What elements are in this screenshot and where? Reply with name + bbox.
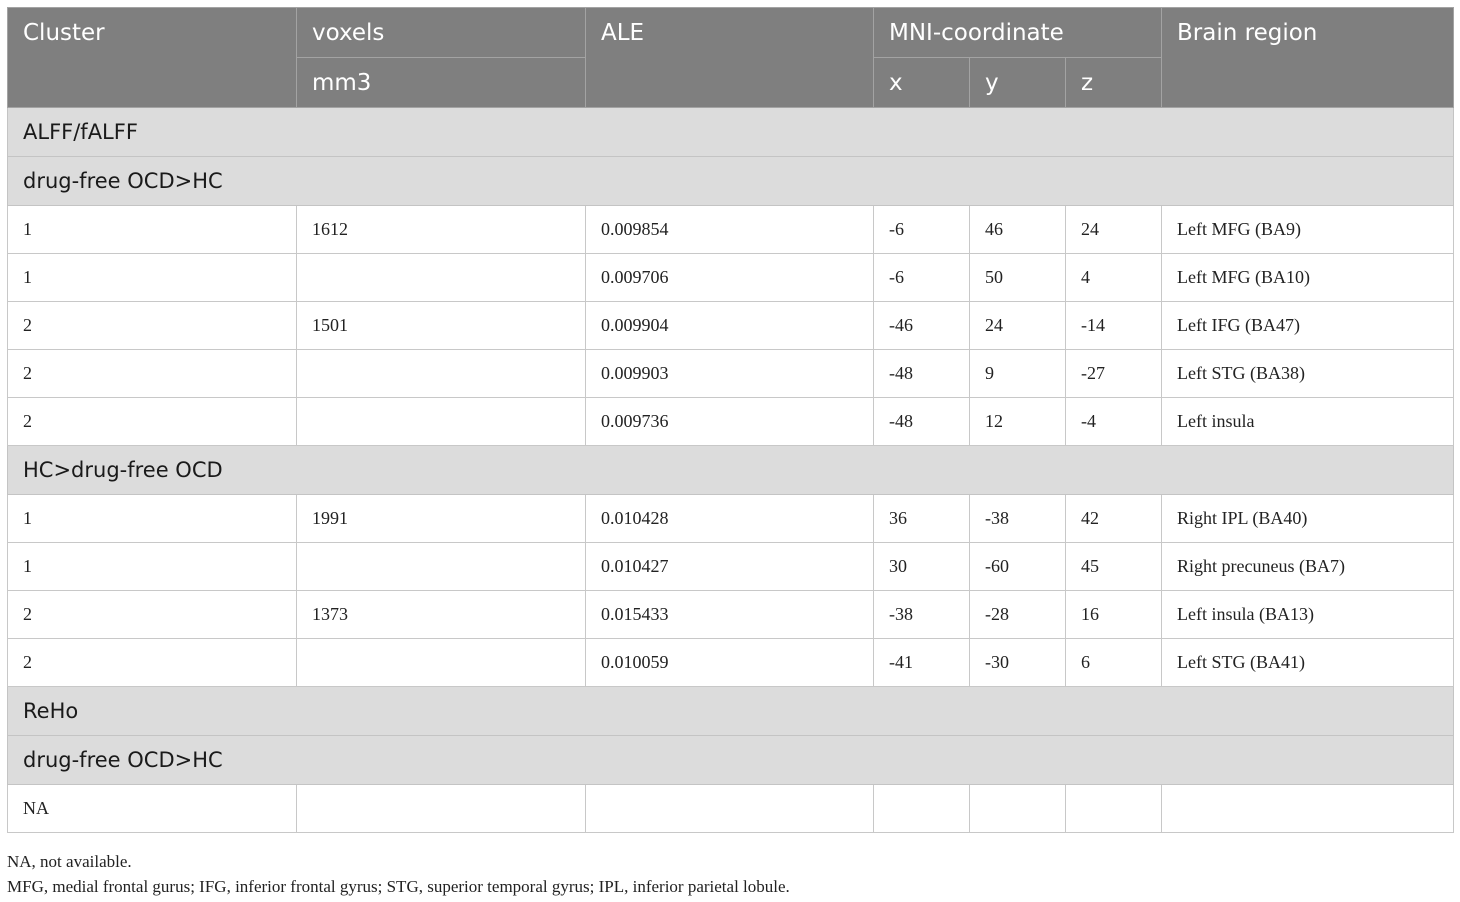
cell-z: -14 — [1066, 302, 1162, 350]
cell-region: Left insula (BA13) — [1162, 591, 1454, 639]
cell-region: Left STG (BA38) — [1162, 350, 1454, 398]
table-row — [8, 350, 1454, 398]
cell-ale: 0.009854 — [586, 206, 874, 254]
subsection-label: HC>drug-free OCD — [8, 446, 1454, 495]
cell-x: -6 — [874, 254, 970, 302]
cell-voxels — [297, 543, 586, 591]
header-ale: ALE — [586, 8, 874, 108]
cell-cluster: 1 — [8, 495, 297, 543]
cell-region: Left MFG (BA9) — [1162, 206, 1454, 254]
table-row — [8, 495, 1454, 543]
header-mni: MNI-coordinate — [874, 8, 1162, 58]
cell-ale: 0.009736 — [586, 398, 874, 446]
header-voxels: voxels — [297, 8, 586, 58]
cell-y: 50 — [970, 254, 1066, 302]
cell-x — [874, 785, 970, 833]
cell-y: 9 — [970, 350, 1066, 398]
footnote-abbreviations: MFG, medial frontal gurus; IFG, inferior frontal gyrus; STG, superior temporal gyrus; IPL, inferior parietal lobule. — [7, 877, 790, 896]
cell-cluster: 1 — [8, 254, 297, 302]
cell-cluster: 1 — [8, 206, 297, 254]
table-footnotes — [7, 849, 790, 899]
table-row — [8, 206, 1454, 254]
cell-y: -30 — [970, 639, 1066, 687]
cell-region: Left insula — [1162, 398, 1454, 446]
cell-y: -28 — [970, 591, 1066, 639]
table-header — [8, 8, 1454, 108]
section-label: ReHo — [8, 687, 1454, 736]
cell-z: -27 — [1066, 350, 1162, 398]
cell-voxels: 1373 — [297, 591, 586, 639]
cell-voxels: 1612 — [297, 206, 586, 254]
cell-cluster: 2 — [8, 591, 297, 639]
cell-ale: 0.010059 — [586, 639, 874, 687]
section-label: ALFF/fALFF — [8, 108, 1454, 157]
table-body-group-a — [8, 206, 1454, 446]
subsection-label: drug-free OCD>HC — [8, 157, 1454, 206]
cell-z: 45 — [1066, 543, 1162, 591]
cell-z — [1066, 785, 1162, 833]
cell-voxels — [297, 254, 586, 302]
table-body-section-c — [8, 687, 1454, 785]
table-row — [8, 254, 1454, 302]
cell-x: -48 — [874, 398, 970, 446]
header-region: Brain region — [1162, 8, 1454, 108]
cell-ale: 0.009706 — [586, 254, 874, 302]
cell-z: -4 — [1066, 398, 1162, 446]
header-x: x — [874, 58, 970, 108]
table-row — [8, 785, 1454, 833]
cell-voxels: 1501 — [297, 302, 586, 350]
cell-x: -46 — [874, 302, 970, 350]
subsection-label: drug-free OCD>HC — [8, 736, 1454, 785]
table-body-group-c — [8, 785, 1454, 833]
cell-cluster: NA — [8, 785, 297, 833]
results-table — [7, 7, 1454, 833]
cell-cluster: 2 — [8, 639, 297, 687]
cell-cluster: 2 — [8, 302, 297, 350]
cell-voxels — [297, 785, 586, 833]
header-voxels-unit: mm3 — [297, 58, 586, 108]
footnote-na: NA, not available. — [7, 852, 132, 871]
cell-region: Right IPL (BA40) — [1162, 495, 1454, 543]
cell-y: 46 — [970, 206, 1066, 254]
cell-y: 24 — [970, 302, 1066, 350]
cell-ale: 0.009903 — [586, 350, 874, 398]
cell-ale — [586, 785, 874, 833]
cell-ale: 0.010427 — [586, 543, 874, 591]
cell-y: -38 — [970, 495, 1066, 543]
cell-z: 16 — [1066, 591, 1162, 639]
cell-z: 6 — [1066, 639, 1162, 687]
table-row — [8, 591, 1454, 639]
cell-x: 30 — [874, 543, 970, 591]
cell-voxels — [297, 350, 586, 398]
cell-x: -48 — [874, 350, 970, 398]
cell-voxels: 1991 — [297, 495, 586, 543]
cell-region: Right precuneus (BA7) — [1162, 543, 1454, 591]
cell-y: -60 — [970, 543, 1066, 591]
cell-x: -38 — [874, 591, 970, 639]
cell-x: -41 — [874, 639, 970, 687]
table-row — [8, 398, 1454, 446]
table-body-section-b — [8, 446, 1454, 495]
cell-region — [1162, 785, 1454, 833]
cell-x: 36 — [874, 495, 970, 543]
cell-ale: 0.010428 — [586, 495, 874, 543]
cell-voxels — [297, 639, 586, 687]
cell-z: 4 — [1066, 254, 1162, 302]
table-body-group-b — [8, 495, 1454, 687]
cell-x: -6 — [874, 206, 970, 254]
cell-voxels — [297, 398, 586, 446]
cell-z: 42 — [1066, 495, 1162, 543]
cell-cluster: 1 — [8, 543, 297, 591]
header-z: z — [1066, 58, 1162, 108]
cell-y: 12 — [970, 398, 1066, 446]
table-row — [8, 639, 1454, 687]
cell-cluster: 2 — [8, 398, 297, 446]
cell-y — [970, 785, 1066, 833]
cell-z: 24 — [1066, 206, 1162, 254]
cell-ale: 0.009904 — [586, 302, 874, 350]
cell-region: Left MFG (BA10) — [1162, 254, 1454, 302]
table-body — [8, 108, 1454, 206]
cell-ale: 0.015433 — [586, 591, 874, 639]
table-row — [8, 302, 1454, 350]
cell-region: Left STG (BA41) — [1162, 639, 1454, 687]
cell-region: Left IFG (BA47) — [1162, 302, 1454, 350]
table-row — [8, 543, 1454, 591]
header-cluster: Cluster — [8, 8, 297, 108]
header-y: y — [970, 58, 1066, 108]
cell-cluster: 2 — [8, 350, 297, 398]
